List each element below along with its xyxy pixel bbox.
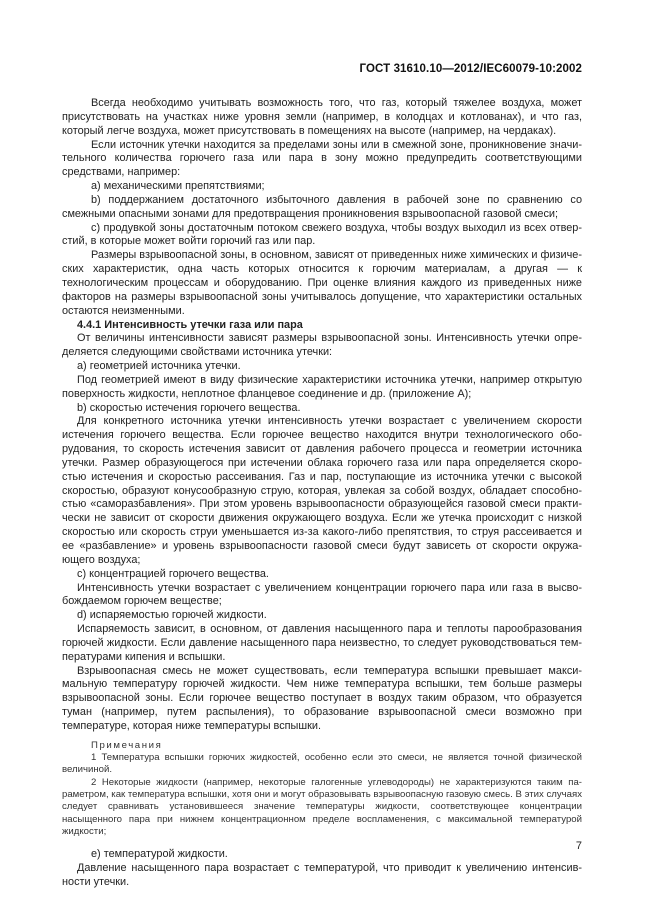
paragraph-geometry: Под геометрией имеют в виду физические характеристики источника утечки, например открытую поверхность жидкости, неплотное фланцевое соединение и др. (приложение А); (62, 373, 582, 400)
section-intro: От величины интенсивности зависят размеры взрывоопасной зоны. Интенсивность утечки определяется следующими свойствами источника утечки: (62, 332, 582, 359)
list-item-b-velocity: b) скоростью истечения горючего вещества. (77, 401, 301, 414)
notes-block (62, 740, 582, 838)
paragraph-external-source: Если источник утечки находится за пределами зоны или в смежной зоне, проникновение значительного количества горючего газа или пара в зону можно предупредить соответствующими средствами, например: (62, 138, 582, 179)
list-item-c-concentration: c) концентрацией горючего вещества. (77, 567, 269, 580)
paragraph-velocity: Для конкретного источника утечки интенсивность утечки возрастает с увеличением скорости истечения горючего вещества. Если горючее вещество находится внутри технологического оборудования, то скорость истечения зависит от давления рабочего процесса и геометрии источника утечки. Размер образующегося при истечении облака горючего газа или пара определяется скоростью истечения и скоростью рассеивания. Газ и пар, поступающие из источника утечки с высокой скоростью, образуют конусообразную струю, которая, увлекая за собой воздух, обладает способностью «саморазбавления». При этом уровень взрывоопасности образующейся газовой смеси практически не зависит от скорости движения окружающего воздуха. Если же утечка происходит с низкой скоростью или скорость струи уменьшается из-за какого-либо препятствия, то струя рассеивается и ее «разбавление» и уровень взрывоопасности газовой смеси будут зависеть от скорости окружающего воздуха; (62, 415, 582, 566)
list-item-d-volatility: d) испаряемостью горючей жидкости. (77, 609, 267, 622)
paragraph-heavy-gas: Всегда необходимо учитывать возможность того, что газ, который тяжелее воздуха, может присутствовать на участках ниже уровня земли (например, в колодцах и котлованах), и что газ, который легче воздуха, может присутствовать в помещениях на высоте (например, на чердаках). (62, 97, 582, 137)
note-1: 1 Температура вспышки горючих жидкостей, особенно если это смеси, не является точной физической величиной. (62, 752, 582, 776)
list-item-e-temperature: e) температурой жидкости. (91, 848, 228, 861)
list-item-c-purging: c) продувкой зоны достаточным потоком свежего воздуха, чтобы воздух выходил из всех отверстий, в которые может войти горючий газ или пар. (62, 221, 582, 248)
list-item-a-barriers: a) механическими препятствиями; (91, 180, 265, 193)
list-item-b-overpressure: b) поддержанием достаточного избыточного давления в рабочей зоне по сравнению со смежными опасными зонами для предотвращения проникновения взрывоопасной газовой смеси; (62, 193, 582, 220)
paragraph-volatility-1: Испаряемость зависит, в основном, от давления насыщенного пара и теплоты парообразования горючей жидкости. Если давление насыщенного пара неизвестно, то следует руководствоваться температурами кипения и вспышки. (62, 623, 582, 663)
list-item-a-geometry: a) геометрией источника утечки. (77, 360, 241, 373)
notes-title: Примечания (91, 739, 163, 751)
paragraph-concentration: Интенсивность утечки возрастает с увеличением концентрации горючего пара или газа в высвобождаемом горючем веществе; (62, 581, 582, 608)
note-2: 2 Некоторые жидкости (например, некоторые галогенные углеводороды) не характеризуются таким параметром, как температура вспышки, хотя они и могут образовывать взрывоопасную газовую смесь. В этих случаях следует сравнивать установившееся значение температуры жидкости, соответствующее концентрации насыщенного пара при нижнем концентрационном пределе воспламенения, с максимальной температурой жидкости; (62, 776, 582, 837)
paragraph-temperature: Давление насыщенного пара возрастает с температурой, что приводит к увеличению интенсивности утечки. (62, 862, 582, 888)
paragraph-volatility-2: Взрывоопасная смесь не может существовать, если температура вспышки превышает максимальную температуру горючей жидкости. Чем ниже температура вспышки, тем больше размеры взрывоопасной зоны. Если горючее вещество поступает в воздух таким образом, что образуется туман (например, путем распыления), то образование взрывоопасной смеси возможно при температуре, которая ниже температуры вспышки. (62, 664, 582, 732)
standard-header: ГОСТ 31610.10—2012/IEC60079-10:2002 (359, 63, 582, 75)
section-heading-4-4-1: 4.4.1 Интенсивность утечки газа или пара (77, 318, 303, 331)
paragraph-zone-size: Размеры взрывоопасной зоны, в основном, зависят от приведенных ниже химических и физических характеристик, одна часть которых относится к горючим материалам, а другая — к технологическим процессам и оборудованию. При оценке влияния каждого из приведенных ниже факторов на размеры взрывоопасной зоны учитывалось допущение, что характеристики остальных остаются неизменными. (62, 249, 582, 317)
body-text (62, 97, 582, 890)
after-notes (62, 848, 582, 890)
page-number: 7 (575, 840, 582, 852)
